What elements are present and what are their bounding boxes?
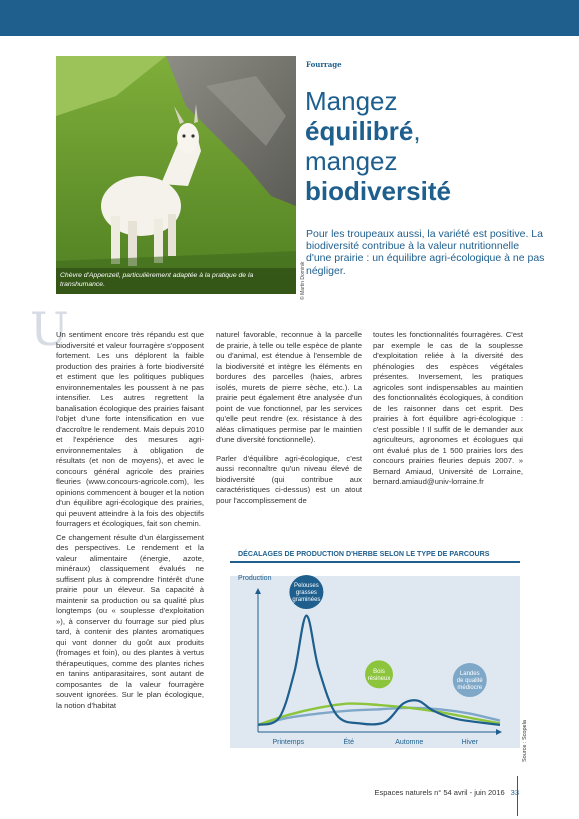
goat-image [56,56,296,294]
drop-cap: U [30,302,69,356]
bubble-label: Landes [459,671,480,678]
paragraph: Ce changement résulte d'un élargissement des perspectives. Le rendement et la valeur alimentaire (énergie, azote, minéraux) classiquement évalués ne suffisent plus à comprendre l'intérêt d'une prairie pour un éleveur. Sa capacité à maintenir sa production ou sa qualité plus longtemps (ou « souplesse d'exploitation »), à conserver du fourrage sur pied plus tard, à contenir des plantes aromatiques qui vont donner du goût aux produits (fromages et foin), ou des plantes à vertus thérapeutiques, comme des plantes riches en tanins antiparasitaires, sont autant de composantes de la valeur fourragère souvent ignorées. Sur le plan écologique, la notion d'habitat [56,532,204,710]
text-column-3 [373,330,523,491]
footer-text: Espaces naturels n° 54 avril - juin 2016 [374,788,505,797]
paragraph [373,330,523,488]
y-axis-label: Production [238,575,272,582]
chart-title: DÉCALAGES DE PRODUCTION D'HERBE SELON LE TYPE DE PARCOURS [238,550,490,558]
title-line-4 [305,176,555,206]
title-line-3: mangez [305,146,398,176]
x-tick-label: Hiver [461,739,478,746]
bubble-label: résineux [367,676,391,683]
chart-top-gap [230,566,520,576]
paragraph: naturel favorable, reconnue à la parcelle de prairie, à telle ou telle espèce de plante ou d'animal, est étendue à l'ensemble de la biodiversité et intègre les éléments en bordures des parcelles (haies, arbres isolés, murets de pierre sèche, etc.). La prairie peut également être analysée d'un point de vue fonctionnel, par les services qu'elle peut rendre (ex. résistance à des aléas climatiques permise par le maintien d'une diversité fonctionnelle). [216,330,362,444]
bubble-label: Bois [373,669,385,676]
article-title [305,86,555,206]
chart-svg [230,566,520,748]
page-footer [375,788,520,797]
title-bold-2: biodiversité [305,176,451,206]
production-chart [230,566,520,748]
page-number: 33 [510,788,519,797]
title-line-1: Mangez [305,86,398,116]
paragraph: Parler d'équilibre agri-écologique, c'est aussi reconnaître qu'un niveau élevé de biodiversité (qui contribue aux caractéristiques ci-dessus) est un atout pour l'accomplissement de [216,453,362,505]
header-bar [0,0,579,36]
article-lead: Pour les troupeaux aussi, la variété est positive. La biodiversité contribue à la valeur nutritionnelle d'une prairie : un équilibre agri-écologique à ne pas négliger. [306,228,545,277]
photo-caption: Chèvre d'Appenzell, particulièrement adaptée à la pratique de la transhumance. [60,272,254,288]
text-column-1 [56,330,204,770]
bubble-label: de qualité [456,678,483,685]
title-bold-1: équilibré [305,116,414,146]
title-comma: , [413,116,421,146]
x-tick-label: Automne [395,739,424,746]
chart-title-rule [230,561,520,563]
paragraph-text: toutes les fonctionnalités fourragères. C'est par exemple le cas de la souplesse d'exploitation reliée à la diversité des phénologies des espèces végétales présentes. Inversement, les pratiques agricoles sont indispensables au maintien des fonctionnalités écologiques, à condition de les raisonner dans cet esprit. Des prairies à fort équilibre agri-écologique : c'est possible ! Il suffit de le demander aux agriculteurs, agronomes et écologues qui ont évalué plus de 1 500 prairies lors des concours prairies fleuries depuis 2007. [373,330,523,465]
photo-credit: © Martin Dominik [300,261,306,300]
goat-photo [56,56,296,294]
chart-source: Source : Scopela [522,720,528,762]
section-rubric: Fourrage [306,60,342,69]
x-tick-label: Été [343,739,355,746]
bubble-label: grasses [295,590,317,597]
paragraph: Un sentiment encore très répandu est que biodiversité et valeur fourragère s'opposent fortement. Les uns déplorent la faible production des prairies à forte biodiversité et estiment que les politiques publiques environnementales les poussent à ne pas intensifier. Les autres regrettent la banalisation écologique des prairies faisant l'objet d'une forte intensification en vue d'accroître le rendement. Mais depuis 2010 et l'expérience des mesures agri-environnementales à obligation de résultats (et non de moyens), et avec le concours général agricole des prairies fleuries (www.concours-agricole.com), les opinions commencent à bouger et la notion d'un équilibre agri-écologique des prairies, qui peuvent atteindre à la fois des objectifs fourragers et écologiques, fait son chemin. [56,330,204,528]
text-column-2 [216,330,362,509]
title-line-2 [305,116,555,146]
author-signature: » Bernard Amiaud, Université de Lorraine, bernard.amiaud@univ-lorraine.fr [373,456,523,486]
bubble-label: Pelouses [294,583,319,590]
x-tick-label: Printemps [272,739,305,746]
bubble-label: médiocre [457,685,483,692]
bubble-label: graminées [292,597,321,604]
